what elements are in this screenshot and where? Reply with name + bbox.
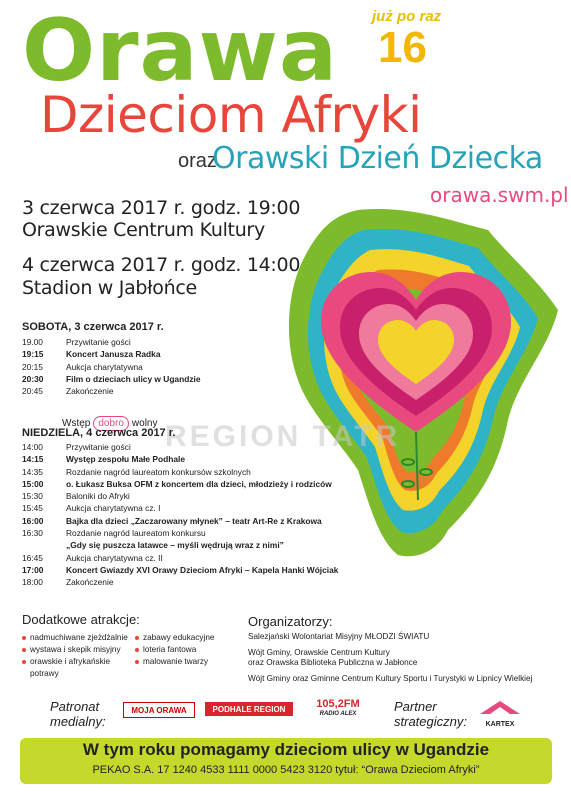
schedule-time: 16:00 <box>22 515 44 526</box>
list-item <box>135 644 235 656</box>
organizers-title: Organizatorzy: <box>248 614 333 629</box>
schedule-text: Bajka dla dzieci „Zaczarowany młynek” – teatr Art-Re z Krakowa <box>66 515 322 526</box>
schedule-row <box>22 478 338 490</box>
saturday-heading: SOBOTA, 3 czerwca 2017 r. <box>22 321 164 333</box>
event-date-2: 4 czerwca 2017 r. godz. 14:00 <box>22 254 301 276</box>
list-item <box>135 632 235 644</box>
title-orawa: Orawa <box>22 1 339 101</box>
schedule-row <box>22 490 338 502</box>
schedule-text: Przywitanie gości <box>66 442 131 452</box>
bullet-icon <box>22 636 26 640</box>
schedule-time: 20:45 <box>22 386 43 397</box>
schedule-row <box>22 527 338 539</box>
attraction-text: malowanie twarzy <box>143 657 209 666</box>
schedule-text: „Gdy się puszcza latawce – myśli wędrują wraz z nimi” <box>66 540 284 551</box>
bank-account: PEKAO S.A. 17 1240 4533 1111 0000 5423 3120 tytuł: “Orawa Dzieciom Afryki” <box>92 764 480 776</box>
watermark: REGION TATR <box>165 420 401 453</box>
schedule-time: 15:30 <box>22 491 43 502</box>
schedule-time: 14:35 <box>22 466 43 477</box>
schedule-text: Baloniki do Afryki <box>66 491 130 502</box>
schedule-text: Aukcja charytatywna <box>66 361 143 372</box>
event-place-1: Orawskie Centrum Kultury <box>22 219 265 241</box>
entry-prefix: Wstęp <box>62 418 91 429</box>
kartex-text: KARTEX <box>485 721 515 728</box>
event-place-2: Stadion w Jabłońce <box>22 277 197 299</box>
schedule-text: Koncert Gwiazdy XVI Orawy Dzieciom Afryki – Kapela Hanki Wójciak <box>66 564 339 575</box>
partner-line1: Partner <box>394 699 437 714</box>
schedule-row <box>22 564 338 576</box>
organizer-line: Wójt Gminy oraz Gminne Centrum Kultury Sportu i Turystyki w Lipnicy Wielkiej <box>248 674 533 683</box>
edition-prefix: już po raz <box>372 8 442 25</box>
attractions-col-2 <box>135 632 235 668</box>
schedule-time: 14:15 <box>22 454 44 465</box>
schedule-row <box>22 453 338 465</box>
entry-circled: dobro <box>93 416 129 431</box>
attractions-col-1 <box>22 632 132 680</box>
bullet-icon <box>135 636 139 640</box>
schedule-row <box>22 373 201 385</box>
schedule-text: Aukcja charytatywna cz. I <box>66 503 161 514</box>
schedule-time: 18:00 <box>22 577 43 588</box>
list-item <box>22 632 132 644</box>
organizer-line: oraz Orawska Biblioteka Publiczna w Jabłonce <box>248 658 418 667</box>
list-item <box>22 644 132 656</box>
saturday-schedule <box>22 336 201 397</box>
schedule-time: 16:30 <box>22 528 43 539</box>
attraction-text: orawskie i afrykańskie potrawy <box>30 657 111 678</box>
schedule-row <box>22 441 338 453</box>
bullet-icon <box>22 660 26 664</box>
organizer-line: Salezjański Wolontariat Misyjny MŁODZI ŚWIATU <box>248 632 430 641</box>
title-oraz: oraz <box>178 150 217 172</box>
bullet-icon <box>135 648 139 652</box>
schedule-text: Rozdanie nagród laureatom konkursów szkolnych <box>66 466 251 477</box>
schedule-time: 19.00 <box>22 337 43 347</box>
list-item <box>135 656 235 668</box>
event-date-1: 3 czerwca 2017 r. godz. 19:00 <box>22 197 301 219</box>
schedule-text: Przywitanie gości <box>66 337 131 347</box>
schedule-row <box>22 385 201 397</box>
patronat-label <box>50 699 106 729</box>
schedule-text: Aukcja charytatywna cz. II <box>66 552 163 563</box>
bullet-icon <box>22 648 26 652</box>
schedule-row <box>22 348 201 360</box>
schedule-row <box>22 552 338 564</box>
website-link[interactable]: orawa.swm.pl <box>430 183 569 207</box>
radio-frequency: 105,2FM <box>316 698 360 710</box>
schedule-text: Zakończenie <box>66 386 114 397</box>
moja-orawa-logo: MOJA ORAWA <box>123 702 195 718</box>
donation-headline: W tym roku pomagamy dzieciom ulicy w Ugandzie <box>82 740 490 759</box>
partner-line2: strategiczny: <box>394 714 467 729</box>
schedule-time: 20:15 <box>22 361 43 372</box>
schedule-text: Film o dzieciach ulicy w Ugandzie <box>66 373 201 384</box>
podhale-region-logo: PODHALE REGION <box>205 702 293 716</box>
radio-alex-logo <box>308 699 368 719</box>
schedule-row <box>22 361 201 373</box>
schedule-row <box>22 576 338 588</box>
partner-label <box>394 699 467 729</box>
schedule-time: 16:45 <box>22 552 43 563</box>
schedule-text: Zakończenie <box>66 577 114 588</box>
title-dzieciom-afryki: Dzieciom Afryki <box>40 86 422 144</box>
attraction-text: zabawy edukacyjne <box>143 633 215 642</box>
sunday-schedule <box>22 441 338 589</box>
schedule-text: Występ zespołu Małe Podhale <box>66 454 185 465</box>
list-item <box>22 656 132 680</box>
kartex-mark-icon <box>475 698 525 716</box>
organizer-line: Wójt Gminy, Orawskie Centrum Kultury <box>248 648 390 657</box>
kartex-logo <box>475 698 525 726</box>
patronat-line1: Patronat <box>50 699 100 714</box>
attraction-text: loteria fantowa <box>143 645 197 654</box>
attraction-text: wystawa i skepik misyjny <box>30 645 121 654</box>
schedule-row <box>22 466 338 478</box>
schedule-time: 15:00 <box>22 478 44 489</box>
schedule-row <box>22 502 338 514</box>
schedule-row <box>22 539 338 551</box>
attraction-text: nadmuchiwane zjeżdżalnie <box>30 633 128 642</box>
schedule-text: o. Łukasz Buksa OFM z koncertem dla dzieci, młodzieży i rodziców <box>66 478 332 489</box>
schedule-text: Koncert Janusza Radka <box>66 349 161 360</box>
title-dzien-dziecka: Orawski Dzień Dziecka <box>212 141 543 176</box>
schedule-row <box>22 515 338 527</box>
schedule-time: 14:00 <box>22 442 43 452</box>
attractions-title: Dodatkowe atrakcje: <box>22 612 140 627</box>
schedule-time: 17:00 <box>22 564 44 575</box>
schedule-time: 15:45 <box>22 503 43 514</box>
schedule-time <box>22 539 66 551</box>
schedule-text: Rozdanie nagród laureatom konkursu <box>66 528 206 539</box>
schedule-row <box>22 336 201 348</box>
sunday-heading: NIEDZIELA, 4 czerwca 2017 r. <box>22 427 176 439</box>
bullet-icon <box>135 660 139 664</box>
patronat-line2: medialny: <box>50 714 106 729</box>
schedule-time: 19:15 <box>22 349 44 360</box>
entry-suffix: wolny <box>131 418 158 429</box>
radio-name: RADIO ALEX <box>319 711 357 717</box>
edition-number: 16 <box>378 23 427 72</box>
schedule-time: 20:30 <box>22 373 44 384</box>
